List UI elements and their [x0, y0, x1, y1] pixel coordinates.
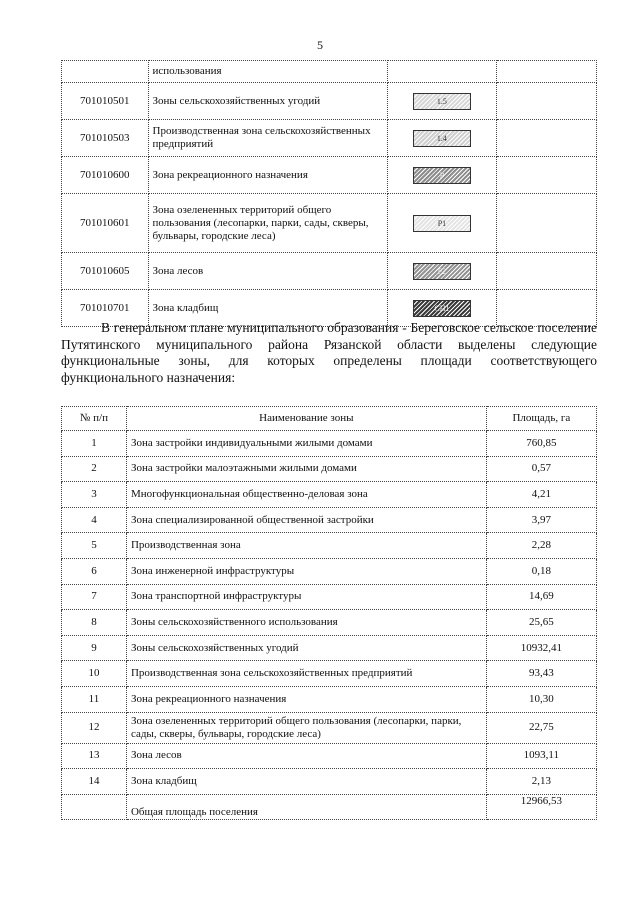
- zone-area: 760,85: [486, 431, 596, 457]
- zone-area: 93,43: [486, 661, 596, 687]
- zones-table-row: [62, 661, 597, 687]
- zones-table: [61, 406, 597, 820]
- total-empty-cell: [62, 794, 127, 819]
- legend-code: 701010503: [62, 120, 149, 157]
- header-num: № п/п: [62, 407, 127, 431]
- legend-empty-cell: [496, 253, 596, 290]
- zone-name: Зона транспортной инфраструктуры: [126, 584, 486, 610]
- zones-table-row: [62, 558, 597, 584]
- zone-name: Зоны сельскохозяйственного использования: [126, 610, 486, 636]
- zone-area: 10,30: [486, 686, 596, 712]
- legend-row: [62, 194, 597, 253]
- legend-row: [62, 253, 597, 290]
- zone-swatch: СН1: [413, 300, 471, 317]
- zone-area: 2,13: [486, 769, 596, 795]
- zone-swatch: Р1: [413, 215, 471, 232]
- legend-zone-name: использования: [148, 61, 388, 83]
- legend-symbol-cell: [388, 120, 496, 157]
- zone-name: Зона лесов: [126, 743, 486, 769]
- zone-area: 25,65: [486, 610, 596, 636]
- zone-number: 5: [62, 533, 127, 559]
- zone-number: 13: [62, 743, 127, 769]
- total-label: Общая площадь поселения: [126, 794, 486, 819]
- legend-table: [61, 60, 597, 327]
- total-area: 12966,53: [486, 794, 596, 819]
- legend-empty-cell: [496, 83, 596, 120]
- legend-zone-name: Зоны сельскохозяйственных угодий: [148, 83, 388, 120]
- zones-table-header: [62, 407, 597, 431]
- zone-swatch: 1.4: [413, 130, 471, 147]
- zone-area: 0,18: [486, 558, 596, 584]
- legend-code: 701010600: [62, 157, 149, 194]
- zones-table-row: [62, 769, 597, 795]
- legend-zone-name: Зона лесов: [148, 253, 388, 290]
- zone-area: 3,97: [486, 507, 596, 533]
- legend-symbol-cell: [388, 61, 496, 83]
- legend-zone-name: Производственная зона сельскохозяйственных предприятий: [148, 120, 388, 157]
- zones-table-row: [62, 712, 597, 743]
- legend-code: 701010701: [62, 290, 149, 327]
- zones-table-row: [62, 635, 597, 661]
- zones-table-row: [62, 482, 597, 508]
- zone-number: 4: [62, 507, 127, 533]
- zone-swatch: Р: [413, 167, 471, 184]
- legend-row: [62, 120, 597, 157]
- zone-name: Зона кладбищ: [126, 769, 486, 795]
- zone-name: Зона застройки малоэтажными жилыми домами: [126, 456, 486, 482]
- zone-number: 12: [62, 712, 127, 743]
- zones-table-row: [62, 686, 597, 712]
- zones-table-row: [62, 584, 597, 610]
- legend-empty-cell: [496, 120, 596, 157]
- header-area: Площадь, га: [486, 407, 596, 431]
- zone-number: 14: [62, 769, 127, 795]
- legend-row: [62, 157, 597, 194]
- legend-symbol-cell: [388, 253, 496, 290]
- zone-name: Зона озелененных территорий общего пользования (лесопарки, парки, сады, скверы, бульвары, городские леса): [126, 712, 486, 743]
- legend-symbol-cell: [388, 83, 496, 120]
- zone-name: Зоны сельскохозяйственных угодий: [126, 635, 486, 661]
- zones-table-row: [62, 743, 597, 769]
- zones-table-total-row: [62, 794, 597, 819]
- zone-name: Производственная зона сельскохозяйственных предприятий: [126, 661, 486, 687]
- zone-area: 14,69: [486, 584, 596, 610]
- zone-name: Зона инженерной инфраструктуры: [126, 558, 486, 584]
- zone-number: 9: [62, 635, 127, 661]
- legend-symbol-cell: [388, 194, 496, 253]
- zone-area: 4,21: [486, 482, 596, 508]
- zones-table-row: [62, 456, 597, 482]
- zone-number: 1: [62, 431, 127, 457]
- zone-area: 10932,41: [486, 635, 596, 661]
- zone-area: 1093,11: [486, 743, 596, 769]
- zone-number: 8: [62, 610, 127, 636]
- legend-code: 701010501: [62, 83, 149, 120]
- zone-number: 10: [62, 661, 127, 687]
- intro-paragraph: В генеральном плане муниципального образования - Береговское сельское поселение Путятинского муниципального района Рязанской области выделены следующие функциональные зоны, для которых определены площади соответствующего функционального назначения:: [61, 320, 597, 385]
- zone-name: Зона застройки индивидуальными жилыми домами: [126, 431, 486, 457]
- zone-name: Многофункциональная общественно-деловая зона: [126, 482, 486, 508]
- zone-name: Производственная зона: [126, 533, 486, 559]
- zones-table-row: [62, 507, 597, 533]
- zones-table-row: [62, 431, 597, 457]
- zone-number: 11: [62, 686, 127, 712]
- legend-code: [62, 61, 149, 83]
- zone-swatch: 1.5: [413, 93, 471, 110]
- zones-table-row: [62, 533, 597, 559]
- legend-row: [62, 61, 597, 83]
- zone-number: 2: [62, 456, 127, 482]
- zone-number: 3: [62, 482, 127, 508]
- zone-area: 2,28: [486, 533, 596, 559]
- zone-name: Зона рекреационного назначения: [126, 686, 486, 712]
- legend-empty-cell: [496, 194, 596, 253]
- legend-symbol-cell: [388, 157, 496, 194]
- zone-swatch: Р2: [413, 263, 471, 280]
- zone-name: Зона специализированной общественной застройки: [126, 507, 486, 533]
- legend-zone-name: Зона кладбищ: [148, 290, 388, 327]
- legend-empty-cell: [496, 61, 596, 83]
- zone-area: 0,57: [486, 456, 596, 482]
- legend-empty-cell: [496, 157, 596, 194]
- legend-zone-name: Зона рекреационного назначения: [148, 157, 388, 194]
- zone-number: 7: [62, 584, 127, 610]
- zones-table-row: [62, 610, 597, 636]
- zone-number: 6: [62, 558, 127, 584]
- zone-area: 22,75: [486, 712, 596, 743]
- legend-code: 701010605: [62, 253, 149, 290]
- page-number: 5: [317, 38, 323, 52]
- legend-code: 701010601: [62, 194, 149, 253]
- legend-row: [62, 83, 597, 120]
- legend-zone-name: Зона озелененных территорий общего пользования (лесопарки, парки, сады, скверы, бульвары, городские леса): [148, 194, 388, 253]
- header-name: Наименование зоны: [126, 407, 486, 431]
